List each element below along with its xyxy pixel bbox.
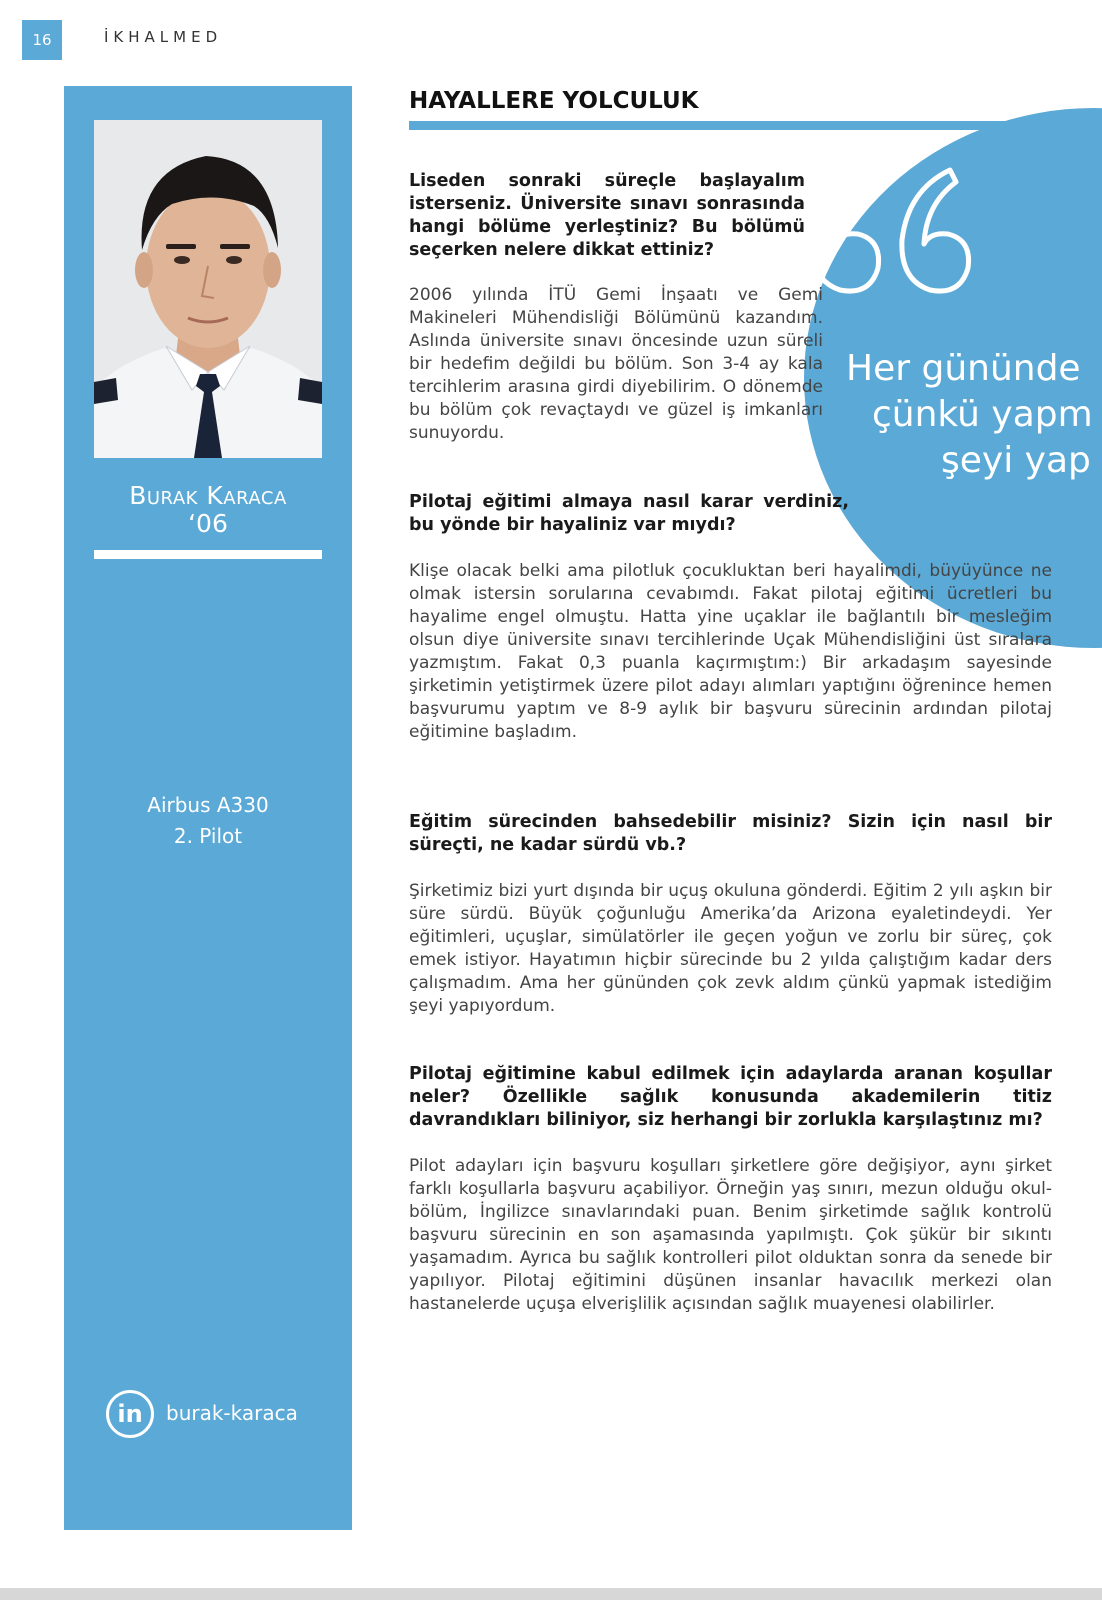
pilot-role: 2. Pilot: [173, 824, 243, 848]
profile-photo: [94, 120, 322, 458]
graduation-year: ‘06: [188, 509, 228, 538]
article-title: HAYALLERE YOLCULUK: [409, 88, 699, 114]
pull-quote-line: şeyi yap: [941, 440, 1091, 481]
quote-mark-icon: [800, 160, 990, 310]
answer-1: 2006 yılında İTÜ Gemi İnşaatı ve Gemi Makineleri Mühendisliği Bölümünü kazandım. Aslında üniversite sınavı öncesinde uzun süreli bir hedefim değildi bu bölüm. Son 3-4 ay kala tercihlerim arasına girdi diyebilirim. O dönemde bu bölüm çok revaçtaydı ve güzel iş imkanları sunuyordu.: [409, 285, 823, 443]
person-name: Burak Karaca: [129, 481, 287, 510]
question-3: Eğitim sürecinden bahsedebilir misiniz? Sizin için nasıl bir süreçti, ne kadar sürdü vb.?: [409, 812, 1052, 855]
answer-3: Şirketimiz bizi yurt dışında bir uçuş okuluna gönderdi. Eğitim 2 yılı aşkın bir süre sürdü. Büyük çoğunluğu Amerika’da Arizona eyaletindeydi. Yer eğitimleri, uçuşlar, simülatörler ile geçen yoğun ve zorlu bir süreç, çok emek istiyor. Hayatımın hiçbir sürecinde bu 2 yılda çalıştığım kadar ders çalışmadım. Ama her gününden çok zevk aldım çünkü yapmak istediğim şeyi yapıyordum.: [409, 881, 1052, 1016]
magazine-name: İKHALMED: [104, 28, 223, 46]
answer-4: Pilot adayları için başvuru koşulları şirketlere göre değişiyor, aynı şirket farklı koşullarla başvuru açabiliyor. Örneğin yaş sınırı, mezun olduğu okul-bölüm, İngilizce sınavlarındaki puan. Benim şirketimde sağlık kontrolü başvuru sürecinin en son aşamasında yapılmıştı. Çok şükür bir sıkıntı yaşamadım. Ayrıca bu sağlık kontrolleri pilot olduktan sonra da senede bir yapılıyor. Pilotaj eğitimini düşünen insanlar havacılık merkezi olan hastanelerde uçuşa elverişlilik açısından sağlık muayenesi olabilirler.: [409, 1156, 1052, 1314]
linkedin-icon: in: [106, 1390, 154, 1438]
page-bottom-edge: [0, 1588, 1102, 1600]
pull-quote-line: çünkü yapm: [872, 394, 1093, 435]
aircraft-type: Airbus A330: [147, 793, 269, 817]
title-divider: [409, 121, 1029, 130]
question-4: Pilotaj eğitimine kabul edilmek için adaylarda aranan koşullar neler? Özellikle sağlık konusunda akademilerin titiz davrandıkları biliniyor, siz herhangi bir zorlukla karşılaştınız mı?: [409, 1064, 1052, 1130]
page-number: 16: [22, 20, 62, 60]
pull-quote-line: Her gününde: [846, 348, 1081, 389]
linkedin-handle: burak-karaca: [166, 1401, 298, 1425]
question-2: Pilotaj eğitimi almaya nasıl karar verdiniz, bu yönde bir hayaliniz var mıydı?: [409, 492, 849, 535]
answer-2: Klişe olacak belki ama pilotluk çocukluktan beri hayalimdi, büyüyünce ne olmak istersin sorularına cevabımdı. Fakat pilotaj eğitimi ücretleri bu hayalime engel olmuştu. Hatta yine uçaklar ile bağlantılı bir mesleğim olsun diye üniversite sınavı tercihlerinde Uçak Mühendisliğini üst sıralara yazmıştım. Fakat 0,3 puanla kaçırmıştım:) Bir arkadaşım sayesinde şirketimin yetiştirmek üzere pilot adayı alımları yaptığını öğrenince hemen başvurumu yaptım ve 8-9 aylık bir başvuru sürecinin ardından pilotaj eğitimine başladım.: [409, 561, 1052, 742]
question-1: Liseden sonraki süreçle başlayalım isterseniz. Üniversite sınavı sonrasında hangi bölüme yerleştiniz? Bu bölümü seçerken nelere dikkat ettiniz?: [409, 171, 805, 260]
profile-sidebar: [64, 86, 352, 1530]
pull-quote: [846, 346, 1102, 484]
name-divider: [94, 550, 322, 559]
